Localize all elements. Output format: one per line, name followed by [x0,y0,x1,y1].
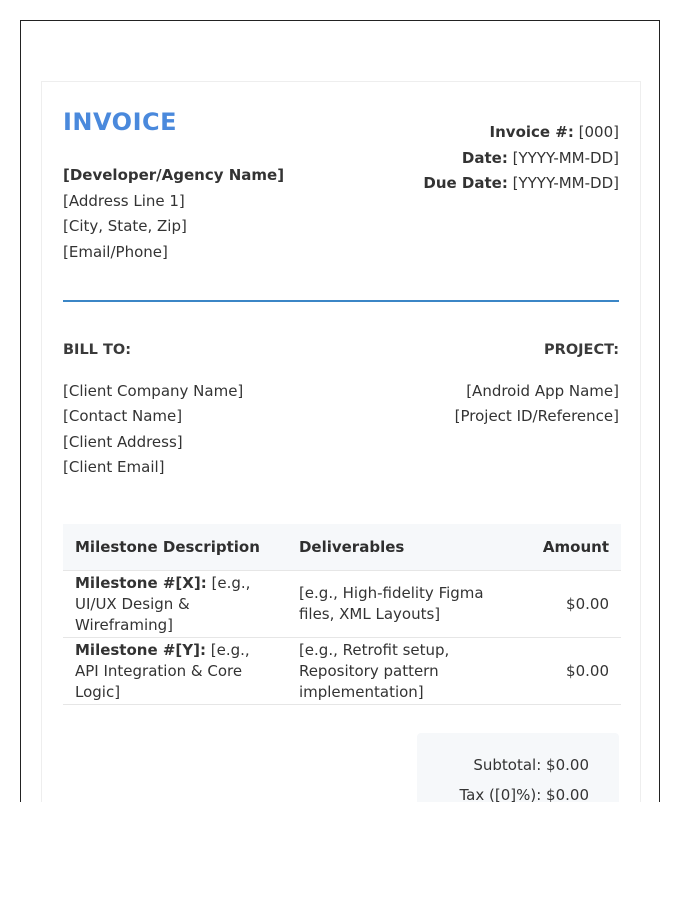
bill-to-block [63,338,243,481]
sender-block [63,163,284,265]
sender-name: [Developer/Agency Name] [63,166,285,184]
sender-contact: [Email/Phone] [63,242,168,261]
amount-cell: $0.00 [531,571,621,638]
milestone-label: Milestone #[X]: [75,573,207,592]
subtotal-line: Subtotal: $0.00 [473,756,589,774]
bill-to-label: BILL TO: [63,342,131,358]
due-date-label: Due Date: [423,174,508,193]
milestone-label: Milestone #[Y]: [75,640,207,659]
due-date-value: [YYYY-MM-DD] [512,174,619,193]
milestone-description: [e.g., UI/UX Design & Wireframing] [75,573,251,634]
invoice-title: INVOICE [63,108,178,136]
project-name: [Android App Name] [466,381,619,400]
totals-box [417,733,619,802]
header-amount: Amount [531,524,621,571]
deliverables-cell: [e.g., Retrofit setup, Repository pattern implementation] [287,638,531,705]
invoice-header [63,82,619,302]
invoice-number-row [423,120,619,146]
invoice-meta [423,120,619,197]
milestone-description: [e.g., API Integration & Core Logic] [75,640,250,701]
milestone-description-cell [63,638,287,705]
due-date-row [423,171,619,197]
table-row [63,638,621,705]
tax-line: Tax ([0]%): $0.00 [459,786,589,802]
client-company: [Client Company Name] [63,381,244,400]
client-address: [Client Address] [63,432,183,451]
deliverables-cell: [e.g., High-fidelity Figma files, XML Layouts] [287,571,531,638]
invoice-number-label: Invoice #: [489,123,574,141]
invoice-date-value: [YYYY-MM-DD] [512,148,619,167]
client-contact: [Contact Name] [63,407,183,426]
amount-cell: $0.00 [531,638,621,705]
table-header-row [63,524,621,571]
invoice-number-value: [000] [578,123,619,141]
table-row [63,571,621,638]
header-deliverables: Deliverables [287,524,531,571]
sender-city: [City, State, Zip] [63,217,187,236]
sender-address: [Address Line 1] [63,191,185,210]
parties-section [63,302,619,524]
document-frame [20,20,660,802]
header-milestone-description: Milestone Description [63,524,287,571]
client-email: [Client Email] [63,458,165,477]
invoice-paper [41,81,641,802]
project-label: PROJECT: [544,342,619,358]
milestone-table [63,524,621,705]
milestone-description-cell [63,571,287,638]
invoice-date-row [423,146,619,172]
project-block [455,338,619,430]
project-reference: [Project ID/Reference] [454,407,619,426]
invoice-date-label: Date: [461,148,508,167]
